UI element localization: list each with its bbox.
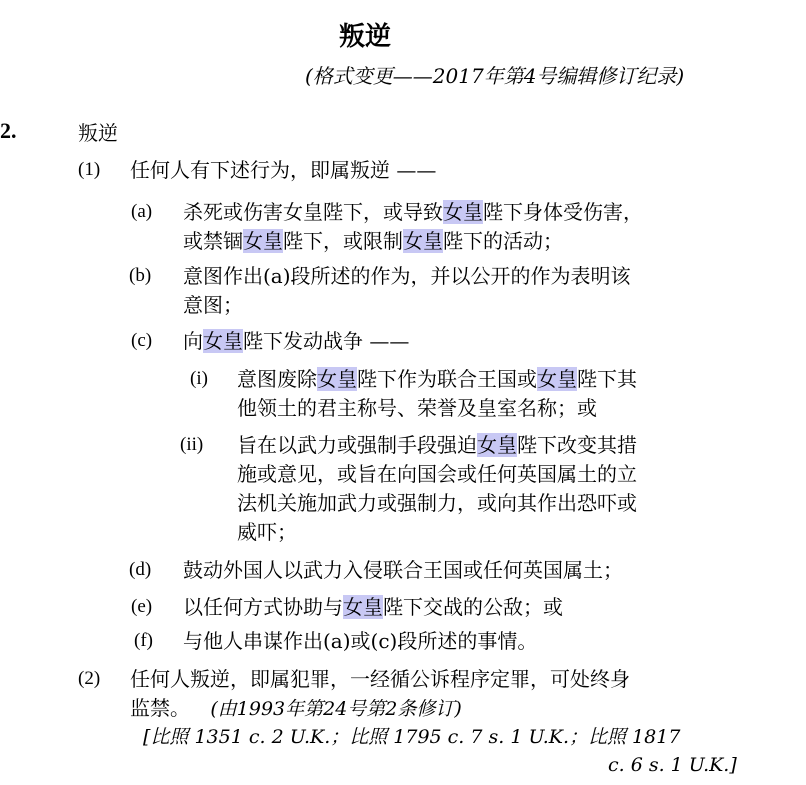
subsection-2-text: 监禁。 xyxy=(130,696,190,720)
para-b-line-2: 意图； xyxy=(183,293,243,317)
subsection-2-line-1: 任何人叛逆，即属犯罪，一经循公诉程序定罪，可处终身 xyxy=(130,667,630,691)
highlight-term: 女皇 xyxy=(243,229,283,253)
subsection-1-number: (1) xyxy=(78,159,101,180)
subpara-i-line-2: 他领土的君主称号、荣誉及皇室名称；或 xyxy=(237,396,597,420)
para-a-text: 陛下身体受伤害， xyxy=(483,200,643,224)
para-b-line-1: 意图作出(a)段所述的作为，并以公开的作为表明该 xyxy=(183,264,631,288)
cross-reference-line-1: [比照 1351 c. 2 U.K.；比照 1795 c. 7 s. 1 U.K.；比照 1817 xyxy=(143,726,681,748)
cross-reference-line-2: c. 6 s. 1 U.K.] xyxy=(608,754,737,776)
edit-note: (格式变更——2017年第4号编辑修订纪录) xyxy=(305,64,685,88)
para-a-text: 陛下的活动； xyxy=(443,229,563,253)
highlight-term: 女皇 xyxy=(203,329,243,353)
section-number: 2. xyxy=(0,118,17,143)
subpara-ii-line-2: 施或意见，或旨在向国会或任何英国属土的立 xyxy=(237,462,637,486)
highlight-term: 女皇 xyxy=(403,229,443,253)
para-d-text: 鼓动外国人以武力入侵联合王国或任何英国属土； xyxy=(183,558,623,582)
subpara-ii-text: 陛下改变其措 xyxy=(517,433,637,457)
para-e-number: (e) xyxy=(131,596,153,617)
para-c-line xyxy=(183,324,409,358)
highlight-term: 女皇 xyxy=(443,200,483,224)
para-e-line xyxy=(183,590,563,624)
section-title: 叛逆 xyxy=(78,121,118,145)
para-c-text: 陛下发动战争 —— xyxy=(243,329,410,353)
para-e-text: 以任何方式协助与 xyxy=(183,595,343,619)
highlight-term: 女皇 xyxy=(343,595,383,619)
subpara-ii-number: (ii) xyxy=(180,434,204,455)
para-a-text: 陛下，或限制 xyxy=(283,229,403,253)
subpara-i-text: 陛下作为联合王国或 xyxy=(357,367,537,391)
subpara-i-text: 陛下其 xyxy=(577,367,637,391)
para-d-number: (d) xyxy=(129,559,152,580)
page-title: 叛逆 xyxy=(339,22,392,52)
subpara-ii-line-4: 威吓； xyxy=(237,520,297,544)
para-c-number: (c) xyxy=(131,330,153,351)
para-e-text: 陛下交战的公敌；或 xyxy=(383,595,563,619)
para-a-text: 杀死或伤害女皇陛下，或导致 xyxy=(183,200,443,224)
para-f-number: (f) xyxy=(134,630,153,651)
para-a-number: (a) xyxy=(131,201,153,222)
subsection-1-text: 任何人有下述行为，即属叛逆 —— xyxy=(130,158,437,182)
highlight-term: 女皇 xyxy=(477,433,517,457)
para-f-text: 与他人串谋作出(a)或(c)段所述的事情。 xyxy=(183,629,538,653)
para-a-text: 或禁锢 xyxy=(183,229,243,253)
para-c-text: 向 xyxy=(183,329,203,353)
highlight-term: 女皇 xyxy=(537,367,577,391)
para-a-line-2 xyxy=(183,224,563,258)
para-b-number: (b) xyxy=(129,265,152,286)
subpara-i-number: (i) xyxy=(190,368,208,389)
subpara-i-text: 意图废除 xyxy=(237,367,317,391)
subpara-ii-line-3: 法机关施加武力或强制力，或向其作出恐吓或 xyxy=(237,491,637,515)
highlight-term: 女皇 xyxy=(317,367,357,391)
amendment-note: (由1993年第24号第2条修订) xyxy=(210,698,462,720)
subsection-2-number: (2) xyxy=(78,668,101,689)
subpara-ii-text: 旨在以武力或强制手段强迫 xyxy=(237,433,477,457)
